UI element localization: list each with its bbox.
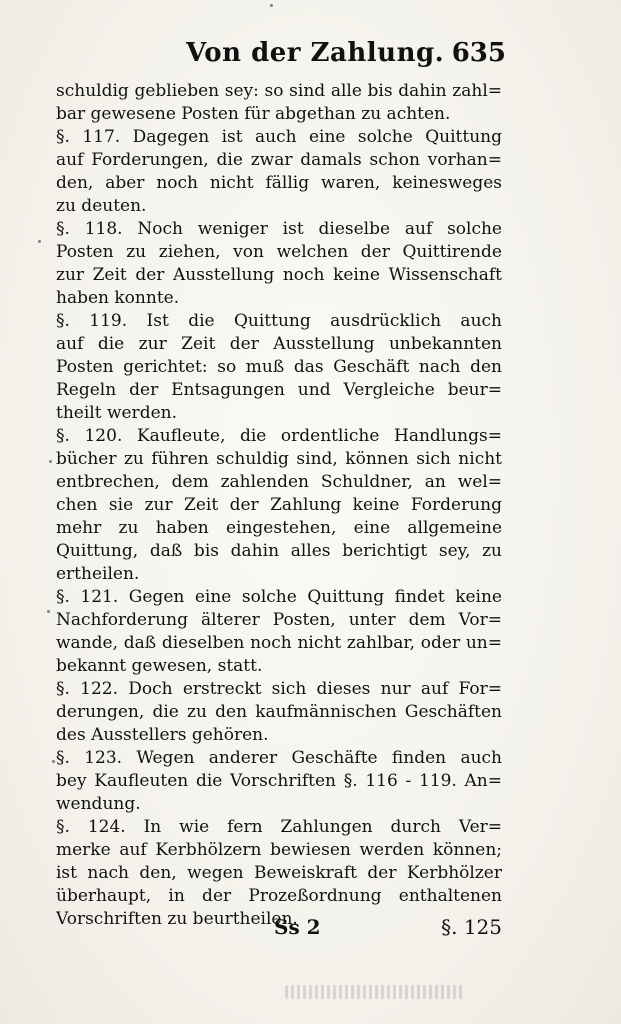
text-line: wendung.: [56, 794, 141, 814]
catchword: §. 125: [441, 915, 502, 939]
body-text: [56, 80, 502, 931]
text-line: auf die zur Zeit der Ausstellung unbekannten: [56, 334, 502, 354]
text-line: bar gewesene Posten für abgethan zu achten.: [56, 104, 451, 124]
running-title: Von der Zahlung.: [186, 38, 445, 68]
text-line: wande, daß dieselben noch nicht zahlbar, oder un=: [56, 633, 502, 653]
text-line: §. 119. Ist die Quittung ausdrücklich auch: [56, 311, 502, 331]
text-line: haben konnte.: [56, 288, 180, 308]
text-line: bey Kaufleuten die Vorschriften §. 116 - 119. An=: [56, 771, 502, 791]
text-line: den, aber noch nicht fällig waren, keinesweges: [56, 173, 502, 193]
text-line: §. 120. Kaufleute, die ordentliche Handlungs=: [56, 426, 502, 446]
text-line: zur Zeit der Ausstellung noch keine Wissenschaft: [56, 265, 502, 285]
text-line: §. 121. Gegen eine solche Quittung findet keine: [56, 587, 502, 607]
text-line: §. 123. Wegen anderer Geschäfte finden auch: [56, 748, 502, 768]
text-line: überhaupt, in der Prozeßordnung enthaltenen: [56, 886, 502, 906]
page-footer: [56, 915, 502, 945]
text-line: Posten zu ziehen, von welchen der Quittirende: [56, 242, 502, 262]
text-line: theilt werden.: [56, 403, 177, 423]
text-line: mehr zu haben eingestehen, eine allgemeine: [56, 518, 502, 538]
page-header: [60, 38, 506, 72]
text-line: merke auf Kerbhölzern bewiesen werden können;: [56, 840, 502, 860]
text-line: §. 118. Noch weniger ist dieselbe auf solche: [56, 219, 502, 239]
text-line: Nachforderung älterer Posten, unter dem Vor=: [56, 610, 502, 630]
text-line: §. 117. Dagegen ist auch eine solche Quittung: [56, 127, 502, 147]
text-line: zu deuten.: [56, 196, 147, 216]
text-line: Vorschriften zu beurtheilen.: [56, 909, 298, 929]
text-line: bücher zu führen schuldig sind, können sich nicht: [56, 449, 502, 469]
text-line: auf Forderungen, die zwar damals schon vorhan=: [56, 150, 502, 170]
signature-mark: Ss 2: [274, 915, 321, 939]
text-line: §. 124. In wie fern Zahlungen durch Ver=: [56, 817, 502, 837]
bleed-through-smudge: [285, 985, 465, 999]
text-line: des Ausstellers gehören.: [56, 725, 269, 745]
text-line: Quittung, daß bis dahin alles berichtigt sey, zu: [56, 541, 502, 561]
text-line: entbrechen, dem zahlenden Schuldner, an wel=: [56, 472, 502, 492]
text-line: schuldig geblieben sey: so sind alle bis dahin zahl=: [56, 81, 502, 101]
text-line: chen sie zur Zeit der Zahlung keine Forderung: [56, 495, 502, 515]
page-number: 635: [451, 38, 506, 68]
text-line: ist nach den, wegen Beweiskraft der Kerbhölzer: [56, 863, 502, 883]
text-line: ertheilen.: [56, 564, 140, 584]
text-line: Posten gerichtet: so muß das Geschäft nach den: [56, 357, 502, 377]
text-line: Regeln der Entsagungen und Vergleiche beur=: [56, 380, 502, 400]
text-line: §. 122. Doch erstreckt sich dieses nur auf For=: [56, 679, 502, 699]
text-line: derungen, die zu den kaufmännischen Geschäften: [56, 702, 502, 722]
text-line: bekannt gewesen, statt.: [56, 656, 263, 676]
